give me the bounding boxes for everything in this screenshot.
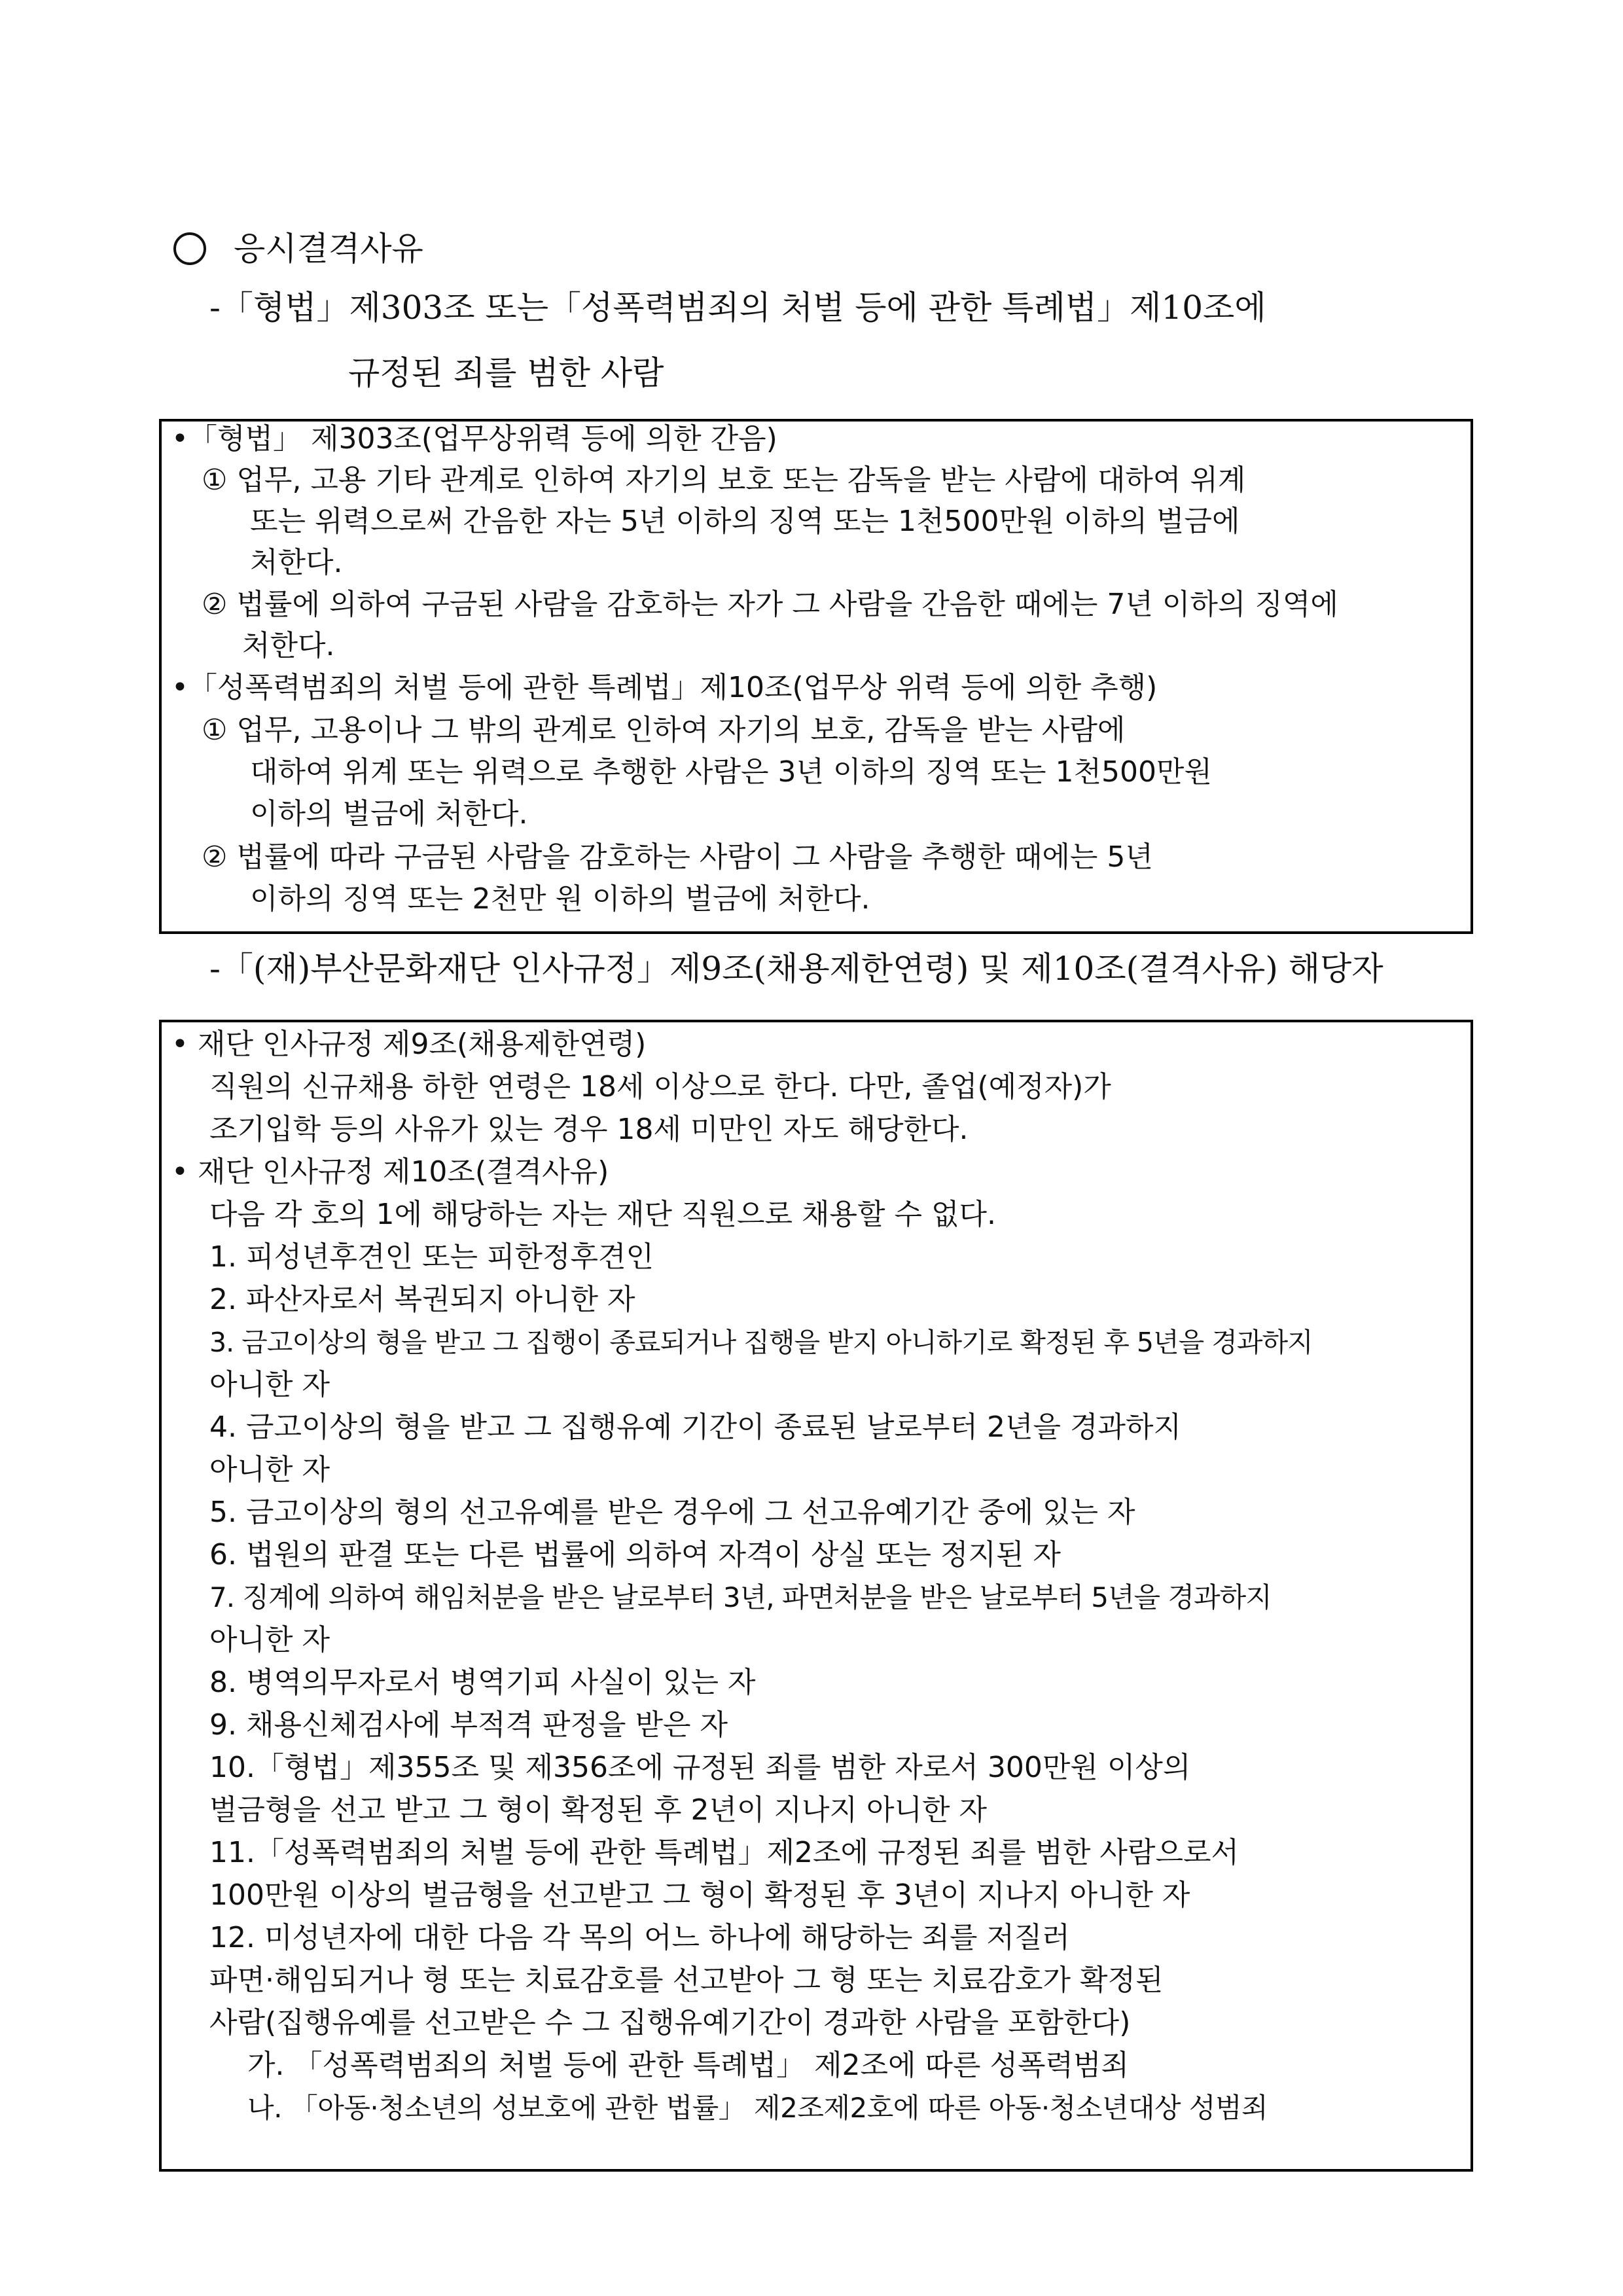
section-heading [173,226,423,272]
box2-line: 9. 채용신체검사에 부적격 판정을 받은 자 [209,1708,728,1742]
box2-line: 나. 「아동·청소년의 성보호에 관한 법률」 제2조제2호에 따른 아동·청소년대상 성범죄 [247,2092,1268,2124]
box1-line: 이하의 징역 또는 2천만 원 이하의 벌금에 처한다. [250,882,870,916]
intro-line-2: 규정된 죄를 범한 사람 [348,354,664,392]
box2-line: 1. 피성년후견인 또는 피한정후견인 [209,1240,654,1274]
box2-line: 2. 파산자로서 복권되지 아니한 자 [209,1283,635,1316]
box1-line: •「형법」 제303조(업무상위력 등에 의한 간음) [171,422,777,456]
box2-line: 3. 금고이상의 형을 받고 그 집행이 종료되거나 집행을 받지 아니하기로 확정된 후 5년을 경과하지 [209,1327,1313,1358]
circle-bullet-icon [173,232,206,265]
box2-line: 12. 미성년자에 대한 다음 각 목의 어느 하나에 해당하는 죄를 저질러 [209,1921,1070,1954]
box2-line: 다음 각 호의 1에 해당하는 자는 재단 직원으로 채용할 수 없다. [209,1198,996,1231]
box2-line: 직원의 신규채용 하한 연령은 18세 이상으로 한다. 다만, 졸업(예정자)가 [209,1070,1111,1103]
box2-line: 100만원 이상의 벌금형을 선고받고 그 형이 확정된 후 3년이 지나지 아니한 자 [209,1878,1190,1912]
box1-line: ① 업무, 고용이나 그 밖의 관계로 인하여 자기의 보호, 감독을 받는 사람에 [202,713,1126,747]
box2-line: 파면·해임되거나 형 또는 치료감호를 선고받아 그 형 또는 치료감호가 확정된 [209,1964,1164,1997]
box1-line: ① 업무, 고용 기타 관계로 인하여 자기의 보호 또는 감독을 받는 사람에 대하여 위계 [202,463,1246,497]
box1-line: •「성폭력범죄의 처벌 등에 관한 특례법」제10조(업무상 위력 등에 의한 추행) [171,671,1158,704]
box1-line: 대하여 위계 또는 위력으로 추행한 사람은 3년 이하의 징역 또는 1천500만원 [250,755,1212,789]
box2-line: 벌금형을 선고 받고 그 형이 확정된 후 2년이 지나지 아니한 자 [209,1793,987,1827]
box2-line: 아니한 자 [209,1453,330,1486]
box2-line: 조기입학 등의 사유가 있는 경우 18세 미만인 자도 해당한다. [209,1113,969,1146]
box2-line: 10.「형법」제355조 및 제356조에 규정된 죄를 범한 자로서 300만원 이상의 [209,1751,1191,1784]
box2-line: 11.「성폭력범죄의 처벌 등에 관한 특례법」제2조에 규정된 죄를 범한 사람으로서 [209,1836,1239,1869]
box1-line: 처한다. [242,629,335,662]
box1-line: 이하의 벌금에 처한다. [250,797,528,831]
section-title-text: 응시결격사유 [234,230,423,268]
box2-line: 5. 금고이상의 형의 선고유예를 받은 경우에 그 선고유예기간 중에 있는 자 [209,1496,1135,1529]
box2-line: 6. 법원의 판결 또는 다른 법률에 의하여 자격이 상실 또는 정지된 자 [209,1538,1061,1571]
box1-line: 또는 위력으로써 간음한 자는 5년 이하의 징역 또는 1천500만원 이하의 벌금에 [250,505,1240,538]
box2-line: 아니한 자 [209,1623,330,1657]
box1-line: ② 법률에 의하여 구금된 사람을 감호하는 자가 그 사람을 간음한 때에는 7년 이하의 징역에 [202,588,1338,621]
box1-line: 처한다. [250,546,343,579]
box2-line: • 재단 인사규정 제10조(결격사유) [171,1155,609,1189]
box2-line: 4. 금고이상의 형을 받고 그 집행유예 기간이 종료된 날로부터 2년을 경과하지 [209,1410,1181,1444]
intro-line-1: -「형법」제303조 또는「성폭력범죄의 처벌 등에 관한 특례법」제10조에 [209,289,1266,327]
box2-line: 7. 징계에 의하여 해임처분을 받은 날로부터 3년, 파면처분을 받은 날로부터 5년을 경과하지 [209,1581,1272,1613]
box2-line: • 재단 인사규정 제9조(채용제한연령) [171,1028,647,1061]
intro-line-3: -「(재)부산문화재단 인사규정」제9조(채용제한연령) 및 제10조(결격사유) 해당자 [209,950,1383,988]
box2-line: 아니한 자 [209,1368,330,1401]
box2-line: 사람(집행유예를 선고받은 수 그 집행유예기간이 경과한 사람을 포함한다) [209,2006,1131,2039]
box2-line: 8. 병역의무자로서 병역기피 사실이 있는 자 [209,1666,756,1699]
box1-line: ② 법률에 따라 구금된 사람을 감호하는 사람이 그 사람을 추행한 때에는 5년 [202,840,1153,874]
box2-line: 가. 「성폭력범죄의 처벌 등에 관한 특례법」 제2조에 따른 성폭력범죄 [247,2049,1129,2082]
